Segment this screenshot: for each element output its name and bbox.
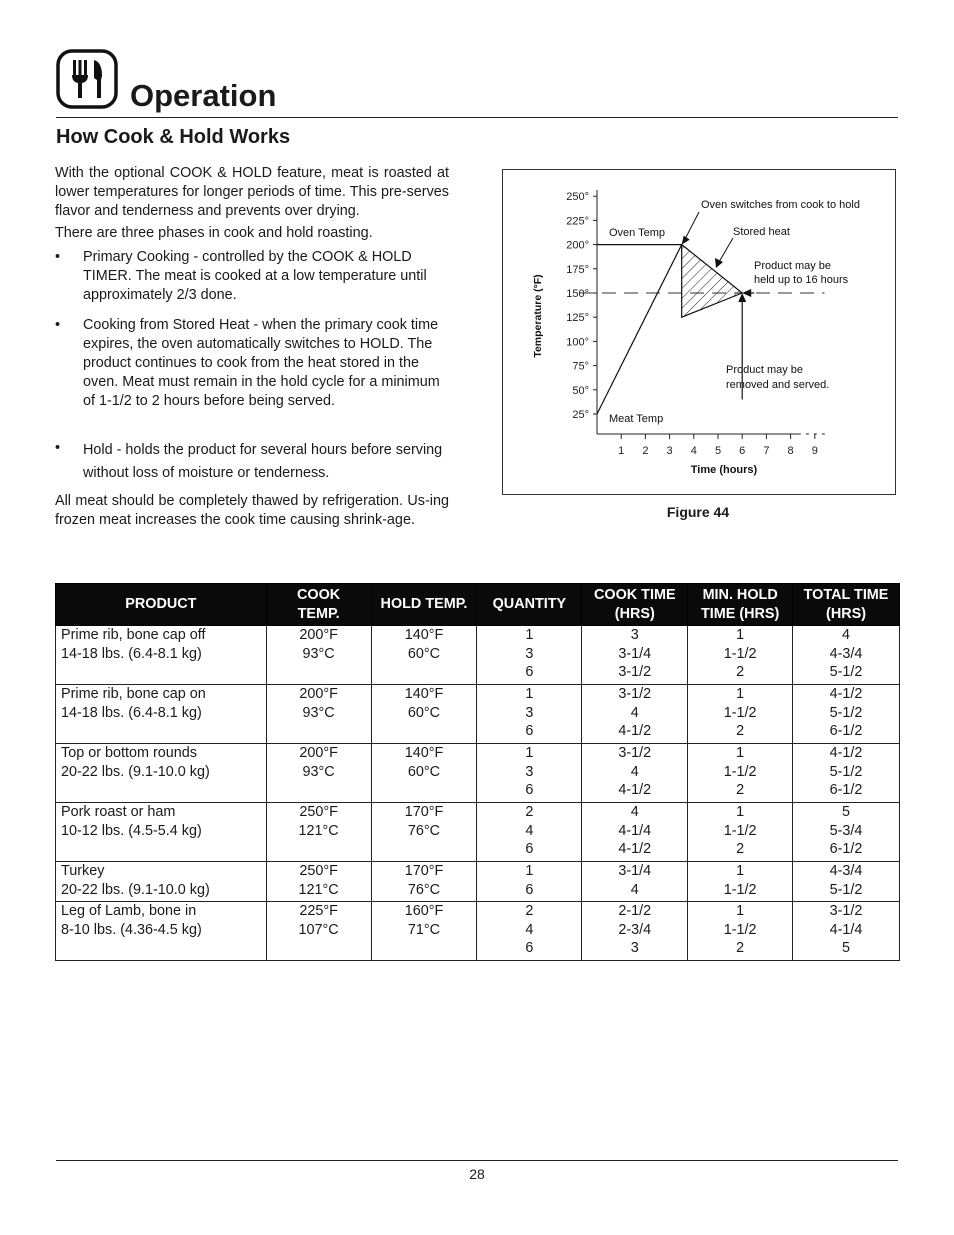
- cell-line: 2: [525, 804, 534, 820]
- y-tick-label: 200°: [566, 239, 589, 252]
- header-text: TEMP.: [297, 605, 340, 622]
- cell-line: Top or bottom rounds: [61, 745, 197, 761]
- table-row: [56, 626, 900, 685]
- cell-product: [56, 685, 267, 744]
- cell-line: 4: [630, 881, 639, 898]
- cell-hold-temp: [371, 803, 477, 862]
- cell-hold-temp: [371, 626, 477, 685]
- cell-cook-temp: [266, 803, 371, 862]
- header-total-time: [793, 584, 900, 626]
- cell-quantity: [477, 862, 582, 902]
- annotation-switch: Oven switches from cook to hold: [701, 199, 860, 211]
- cell-min-hold: [688, 685, 793, 744]
- cell-total-time: [793, 626, 900, 685]
- cell-line: 4: [525, 921, 534, 938]
- x-tick-label: 3: [666, 445, 673, 457]
- cell-line: 8-10 lbs. (4.36-4.5 kg): [61, 921, 202, 938]
- cell-line: 4-3/4: [829, 645, 863, 662]
- cell-line: 140°F: [404, 745, 444, 761]
- page-title: Operation: [130, 78, 277, 113]
- x-tick-label: 8: [787, 445, 794, 457]
- cell-line: 1-1/2: [723, 704, 757, 721]
- bullet-marker: •: [55, 440, 61, 456]
- y-tick-label: 175°: [566, 263, 589, 276]
- bullet-text: Cooking from Stored Heat - when the primary cook time expires, the oven automatically switches to HOLD. The product continues to cook from the heat stored in the oven. Meat must remain in the hold cycle for a minimum of 1-1/2 to 2 hours before being served.: [83, 317, 440, 409]
- annotation-removed-line1: Product may be: [726, 364, 804, 376]
- cell-cook-time: [582, 626, 688, 685]
- cell-quantity: [477, 744, 582, 803]
- cell-cook-time: [582, 862, 688, 902]
- cell-line: 6-1/2: [829, 723, 863, 740]
- cell-line: 1-1/2: [723, 645, 757, 662]
- cell-line: 93°C: [302, 645, 335, 662]
- cell-line: Pork roast or ham: [61, 804, 176, 820]
- cell-line: 4-3/4: [829, 863, 863, 879]
- cell-cook-temp: [266, 685, 371, 744]
- header-quantity: [477, 584, 582, 626]
- cell-line: 3: [525, 704, 534, 721]
- bullet-hold: [55, 439, 449, 483]
- cell-line: 250°F: [299, 804, 338, 820]
- cell-line: 4-1/2: [618, 723, 652, 740]
- cell-line: 5-1/2: [829, 704, 863, 721]
- cell-total-time: [793, 803, 900, 862]
- y-tick-label: 150°: [566, 288, 589, 300]
- cell-line: 1-1/2: [723, 921, 757, 938]
- cell-line: 20-22 lbs. (9.1-10.0 kg): [61, 881, 210, 898]
- bullet-marker: •: [55, 317, 61, 333]
- y-axis-label: Temperature (°F): [532, 274, 544, 358]
- cell-cook-time: [582, 685, 688, 744]
- cell-line: 1: [736, 903, 745, 919]
- cell-line: 200°F: [299, 627, 338, 643]
- cell-quantity: [477, 626, 582, 685]
- annotation-removed-line2: removed and served.: [726, 379, 830, 391]
- header-product: [56, 584, 267, 626]
- footer-divider: [56, 1160, 898, 1161]
- bullet-text: Primary Cooking - controlled by the COOK & HOLD TIMER. The meat is cooked at a low temperature until approximately 2/3 done.: [83, 249, 427, 303]
- cell-quantity: [477, 685, 582, 744]
- cell-line: 76°C: [407, 881, 441, 898]
- cell-line: 6: [525, 782, 534, 799]
- cell-line: 200°F: [299, 745, 338, 761]
- cell-min-hold: [688, 862, 793, 902]
- cell-line: 2: [525, 903, 534, 919]
- cell-hold-temp: [371, 744, 477, 803]
- cell-line: 107°C: [298, 921, 339, 938]
- cell-line: 1: [525, 863, 534, 879]
- y-tick-label: 25°: [572, 409, 589, 421]
- cell-cook-temp: [266, 744, 371, 803]
- cell-line: 2: [736, 940, 745, 957]
- cell-line: 1: [736, 863, 745, 879]
- thaw-paragraph: All meat should be completely thawed by refrigeration. Us-ing frozen meat increases the cook time causing shrink-age.: [55, 493, 449, 528]
- header-text: (HRS): [826, 605, 867, 622]
- cell-line: 5-1/2: [829, 763, 863, 780]
- cell-line: 4-1/2: [618, 841, 652, 858]
- cell-min-hold: [688, 626, 793, 685]
- cell-line: 4-1/2: [829, 745, 863, 761]
- figure-caption: Figure 44: [666, 504, 730, 520]
- cell-line: 3: [630, 940, 639, 957]
- cell-line: 2-3/4: [618, 921, 652, 938]
- cell-cook-time: [582, 902, 688, 961]
- table-row: [56, 803, 900, 862]
- stored-heat-area: [682, 245, 743, 318]
- cell-quantity: [477, 902, 582, 961]
- table-row: [56, 744, 900, 803]
- y-tick-label: 100°: [566, 336, 589, 349]
- cell-product: [56, 862, 267, 902]
- table-header-row: [56, 584, 900, 626]
- cell-min-hold: [688, 803, 793, 862]
- y-tick-label: 225°: [566, 215, 589, 228]
- header-min-hold: [688, 584, 793, 626]
- cell-line: 225°F: [299, 903, 338, 919]
- cell-line: 60°C: [407, 763, 441, 780]
- cell-line: 4-1/2: [618, 782, 652, 799]
- cell-total-time: [793, 862, 900, 902]
- header-text: TOTAL TIME: [803, 586, 889, 603]
- x-axis-label: Time (hours): [690, 464, 758, 476]
- y-tick-label: 250°: [566, 191, 589, 204]
- y-tick-label: 50°: [572, 384, 589, 397]
- cell-line: 6: [525, 881, 534, 898]
- cell-line: 4-1/2: [829, 686, 863, 702]
- cell-line: 2-1/2: [618, 903, 652, 919]
- cell-line: 2: [736, 723, 745, 740]
- cell-line: 5-1/2: [829, 664, 863, 681]
- cell-product: [56, 803, 267, 862]
- header-text: PRODUCT: [125, 596, 197, 612]
- cell-line: 121°C: [298, 822, 339, 839]
- cell-total-time: [793, 685, 900, 744]
- cell-line: 200°F: [299, 686, 338, 702]
- annotation-oven-temp: Oven Temp: [609, 227, 666, 239]
- cell-line: 3-1/2: [618, 686, 652, 702]
- cell-line: 170°F: [404, 863, 444, 879]
- cell-cook-temp: [266, 902, 371, 961]
- x-tick-label: 7: [763, 445, 770, 457]
- header-text: QUANTITY: [492, 596, 567, 612]
- cell-line: 4: [630, 704, 639, 721]
- cell-product: [56, 744, 267, 803]
- cell-line: 1: [736, 745, 745, 761]
- cell-line: 60°C: [407, 704, 441, 721]
- header-cook-time: [582, 584, 688, 626]
- table-row: [56, 902, 900, 961]
- cell-line: 2: [736, 841, 745, 858]
- cell-line: 1: [525, 686, 534, 702]
- cell-min-hold: [688, 744, 793, 803]
- header-text: TIME (HRS): [700, 605, 780, 622]
- cell-line: 93°C: [302, 704, 335, 721]
- cell-cook-temp: [266, 862, 371, 902]
- header-text: COOK: [297, 586, 341, 603]
- cell-product: [56, 902, 267, 961]
- cell-hold-temp: [371, 862, 477, 902]
- y-tick-label: 75°: [572, 360, 589, 373]
- cell-line: 6: [525, 723, 534, 740]
- cell-line: Prime rib, bone cap off: [61, 627, 206, 643]
- phases-intro: There are three phases in cook and hold roasting.: [55, 225, 373, 241]
- cell-line: 4-1/4: [829, 921, 863, 938]
- fork-knife-icon: [56, 48, 118, 110]
- cell-line: 93°C: [302, 763, 335, 780]
- section-title: How Cook & Hold Works: [56, 126, 291, 148]
- held-arrow-head: [742, 289, 751, 297]
- stored-heat-pointer: [719, 238, 733, 262]
- cell-line: 3-1/2: [618, 664, 652, 681]
- cell-line: 6-1/2: [829, 841, 863, 858]
- cell-line: 2: [736, 664, 745, 681]
- annotation-held-line2: held up to 16 hours: [754, 274, 849, 286]
- cell-line: 4: [630, 804, 639, 820]
- cell-line: 4: [630, 763, 639, 780]
- cell-line: 3-1/2: [618, 745, 652, 761]
- cell-line: 60°C: [407, 645, 441, 662]
- cell-total-time: [793, 902, 900, 961]
- cell-line: Prime rib, bone cap on: [61, 686, 206, 702]
- cook-hold-chart: [503, 170, 895, 494]
- cell-line: 4-1/4: [618, 822, 652, 839]
- cell-line: 1: [525, 745, 534, 761]
- cell-line: 170°F: [404, 804, 444, 820]
- cell-product: [56, 626, 267, 685]
- cell-cook-time: [582, 803, 688, 862]
- cell-line: 71°C: [407, 921, 441, 938]
- cell-quantity: [477, 803, 582, 862]
- table-row: [56, 685, 900, 744]
- header-text: HOLD TEMP.: [380, 596, 468, 612]
- cell-line: 4: [842, 627, 851, 643]
- cell-line: 3-1/4: [618, 863, 652, 879]
- cell-line: 140°F: [404, 686, 444, 702]
- header-text: COOK TIME: [594, 586, 676, 603]
- cell-line: 6: [525, 940, 534, 957]
- cell-line: 1-1/2: [723, 881, 757, 898]
- cook-hold-figure: [502, 169, 896, 495]
- bullet-text: Hold - holds the product for several hours before serving without loss of moisture or tenderness.: [83, 442, 443, 481]
- cell-line: 3: [525, 763, 534, 780]
- cell-line: 3: [630, 627, 639, 643]
- header-cook-temp: [266, 584, 371, 626]
- cell-line: 1: [736, 804, 745, 820]
- cell-line: 6: [525, 664, 534, 681]
- header-hold-temp: [371, 584, 477, 626]
- annotation-held-line1: Product may be: [754, 260, 832, 272]
- cell-line: 121°C: [298, 881, 339, 898]
- cell-min-hold: [688, 902, 793, 961]
- cell-line: 5-3/4: [829, 822, 863, 839]
- page-number: 28: [469, 1166, 485, 1182]
- cell-line: 4: [525, 822, 534, 839]
- cell-line: 14-18 lbs. (6.4-8.1 kg): [61, 645, 202, 662]
- series-meat-temp: [597, 245, 742, 414]
- x-tick-label: 1: [618, 445, 625, 457]
- cell-line: 160°F: [404, 903, 444, 919]
- annotation-meat-temp: Meat Temp: [609, 413, 664, 425]
- x-tick-label: 5: [714, 445, 722, 457]
- x-tick-label: 9: [811, 445, 818, 457]
- cell-line: 10-12 lbs. (4.5-5.4 kg): [61, 822, 202, 839]
- cell-hold-temp: [371, 685, 477, 744]
- header-text: MIN. HOLD: [702, 586, 778, 603]
- cell-line: 1: [736, 627, 745, 643]
- cell-line: 3-1/4: [618, 645, 652, 662]
- cell-line: 3-1/2: [829, 903, 863, 919]
- cell-line: 5: [842, 940, 851, 957]
- cell-line: 76°C: [407, 822, 441, 839]
- switch-pointer-head: [682, 236, 690, 245]
- stored-heat-pointer-head: [715, 258, 723, 268]
- cell-line: 1: [525, 627, 534, 643]
- cell-total-time: [793, 744, 900, 803]
- cell-hold-temp: [371, 902, 477, 961]
- cell-line: 140°F: [404, 627, 444, 643]
- cook-hold-table: [55, 583, 900, 961]
- cell-line: 1-1/2: [723, 763, 757, 780]
- header-divider: [56, 117, 898, 118]
- cell-line: 1: [736, 686, 745, 702]
- cell-line: 5-1/2: [829, 881, 863, 898]
- cell-line: Turkey: [61, 863, 105, 879]
- cell-cook-temp: [266, 626, 371, 685]
- cell-line: 5: [842, 804, 851, 820]
- cell-line: 6: [525, 841, 534, 858]
- bullet-marker: •: [55, 249, 61, 265]
- cell-line: Leg of Lamb, bone in: [61, 903, 197, 919]
- cell-line: 2: [736, 782, 745, 799]
- x-tick-label: 2: [642, 445, 649, 457]
- cell-line: 250°F: [299, 863, 338, 879]
- cell-line: 6-1/2: [829, 782, 863, 799]
- bullet-stored-heat: [55, 316, 449, 432]
- cell-cook-time: [582, 744, 688, 803]
- cell-line: 20-22 lbs. (9.1-10.0 kg): [61, 763, 210, 780]
- cell-line: 14-18 lbs. (6.4-8.1 kg): [61, 704, 202, 721]
- cell-line: 1-1/2: [723, 822, 757, 839]
- x-tick-label: 4: [690, 445, 697, 457]
- bullet-primary-cooking: [55, 248, 449, 308]
- y-tick-label: 125°: [566, 312, 589, 325]
- table-row: [56, 862, 900, 902]
- intro-paragraph: With the optional COOK & HOLD feature, meat is roasted at lower temperatures for longer periods of time. This pre-serves flavor and tenderness and prevents over drying.: [55, 165, 449, 219]
- header-text: (HRS): [614, 605, 655, 622]
- x-tick-label: 6: [739, 445, 746, 457]
- cell-line: 3: [525, 645, 534, 662]
- annotation-stored-heat: Stored heat: [733, 226, 790, 238]
